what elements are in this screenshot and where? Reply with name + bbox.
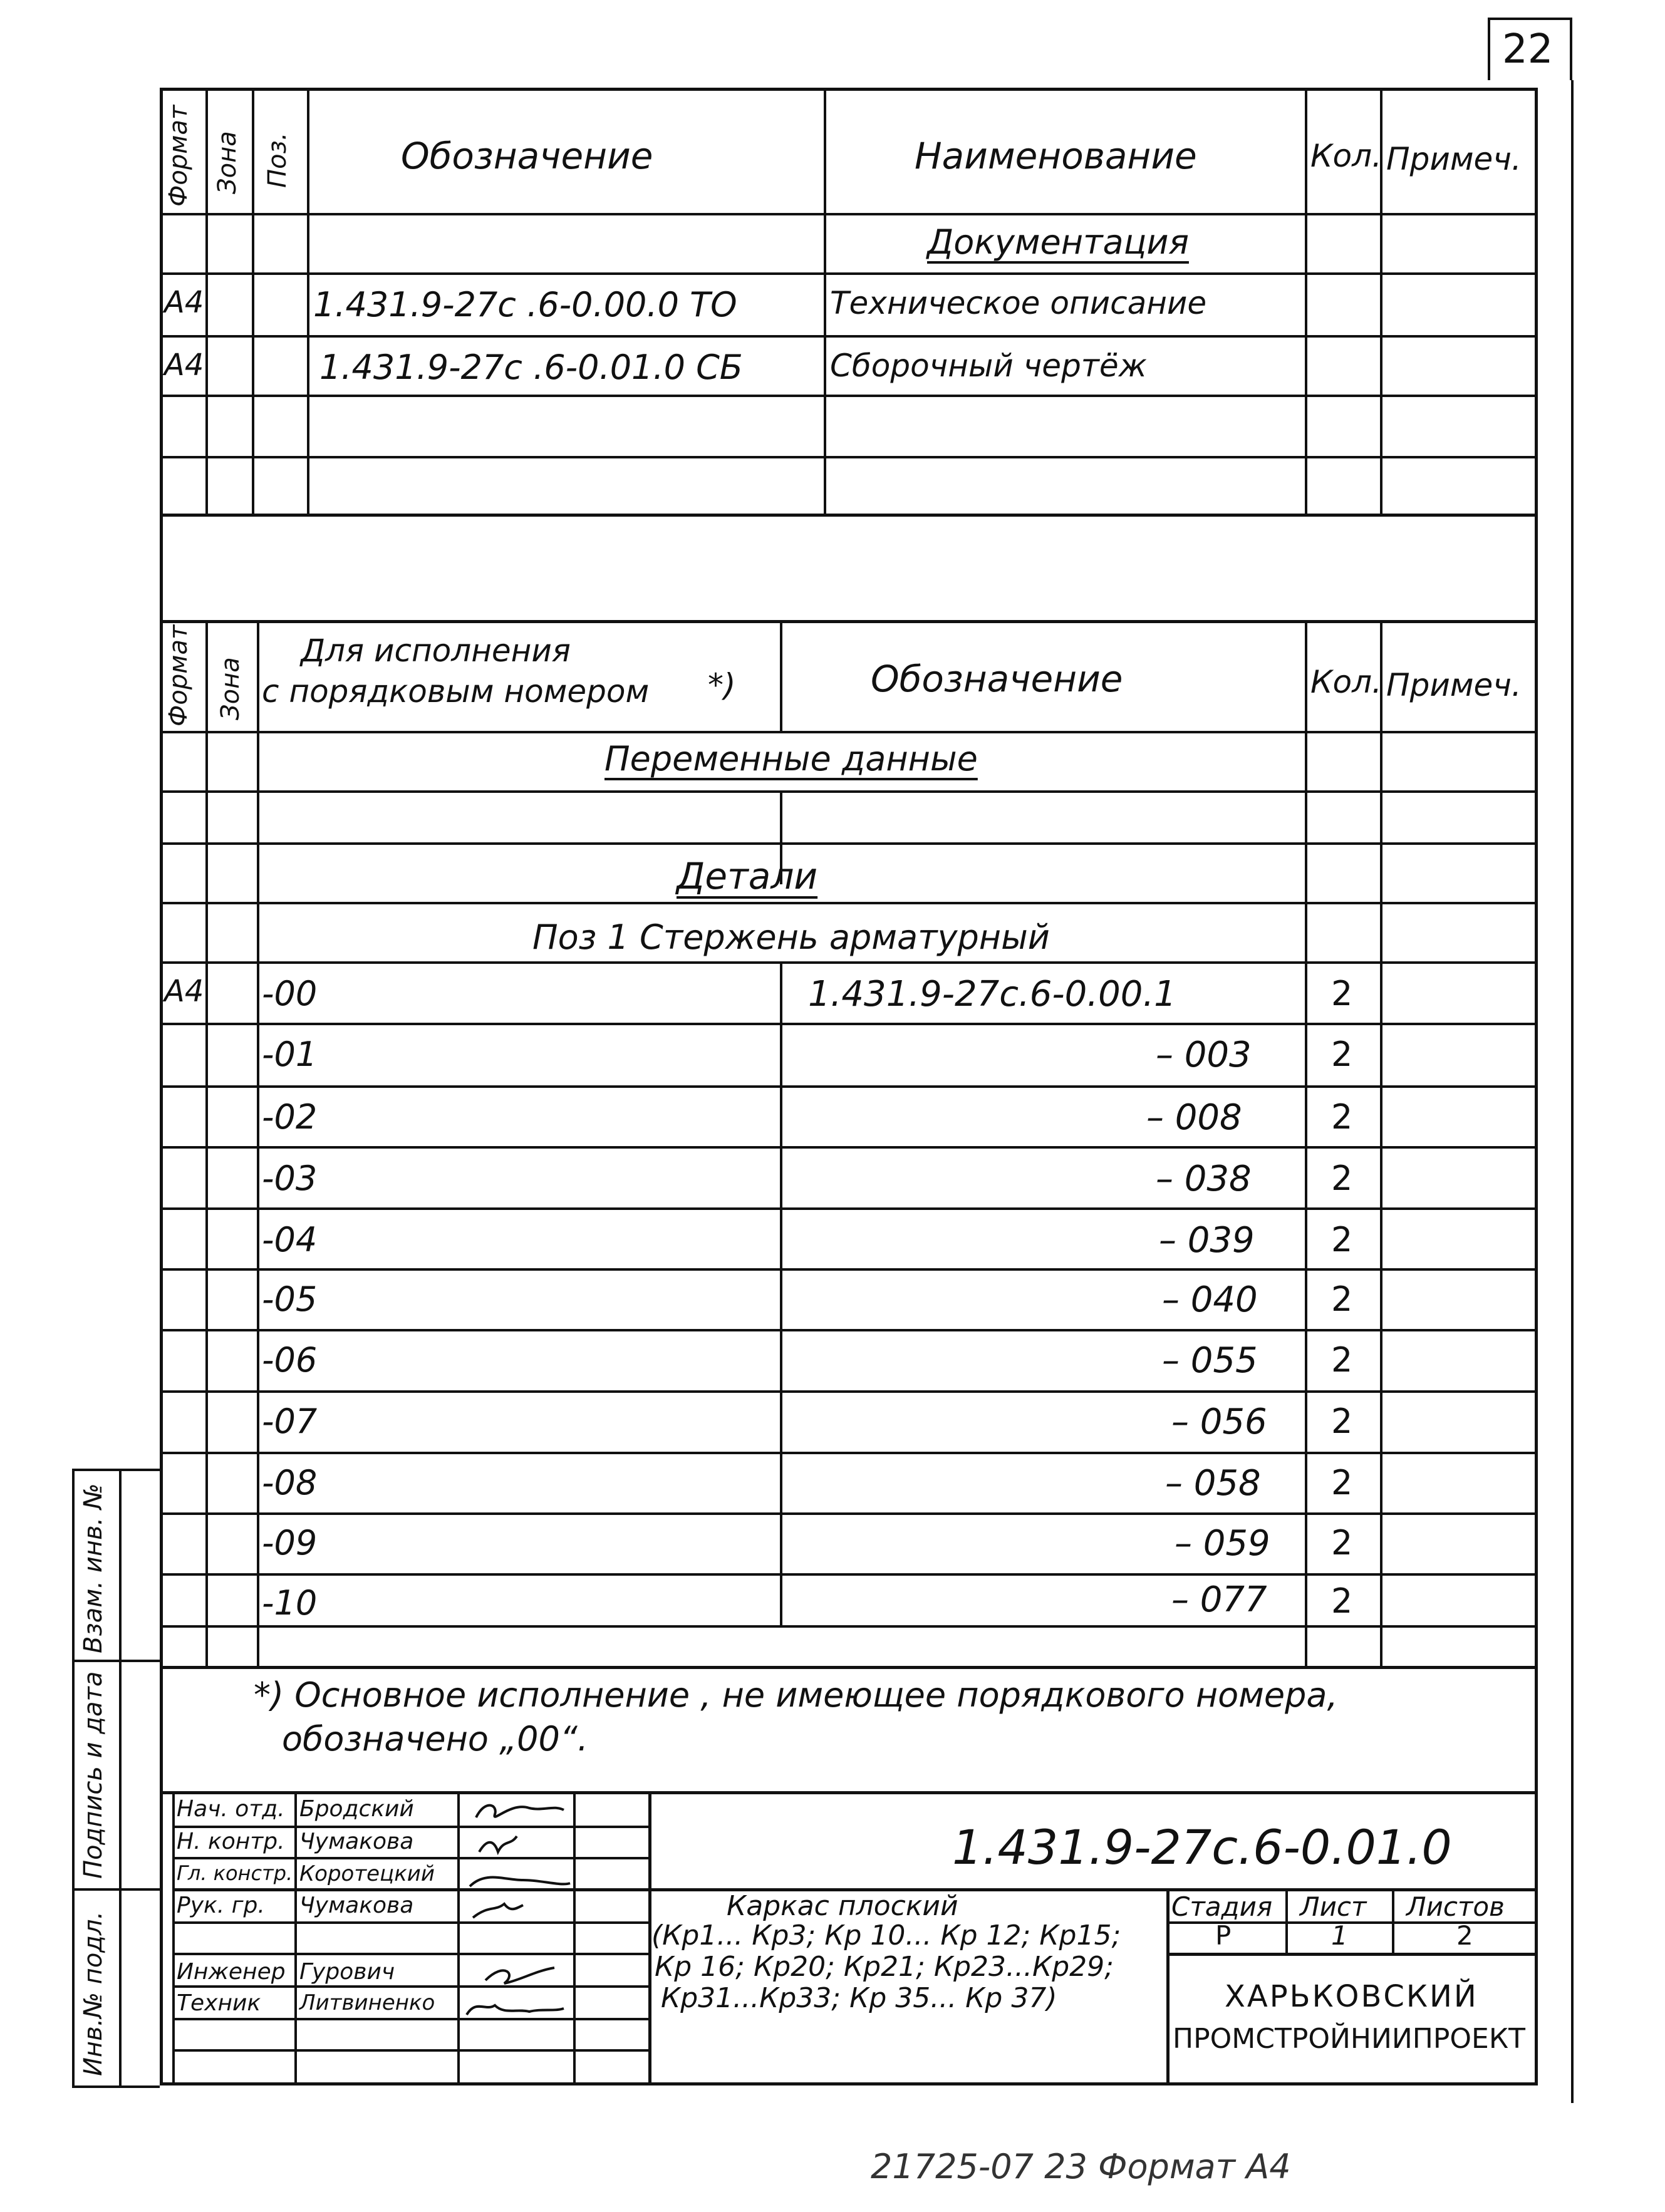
variant-designation: – 077 bbox=[1171, 1579, 1267, 1620]
vheader-zone: Зона bbox=[216, 657, 245, 720]
variant-qty: 2 bbox=[1331, 1097, 1353, 1137]
vheader-variant-line1: Для исполнения bbox=[301, 633, 571, 669]
vheader-variant-line2: с порядковым номером bbox=[262, 673, 650, 710]
variant-designation: – 058 bbox=[1165, 1463, 1261, 1504]
section-documentation: Документация bbox=[927, 222, 1189, 262]
right-margin-line bbox=[1571, 80, 1574, 2103]
variant-qty: 2 bbox=[1331, 1159, 1353, 1198]
role-name: Бродский bbox=[299, 1796, 414, 1822]
role-name: Литвиненко bbox=[299, 1990, 435, 2015]
variant-number: -08 bbox=[262, 1463, 318, 1502]
variant-designation: – 059 bbox=[1175, 1523, 1270, 1564]
variant-designation: – 008 bbox=[1146, 1097, 1242, 1138]
variant-qty: 2 bbox=[1331, 1463, 1353, 1502]
header-name: Наименование bbox=[915, 135, 1197, 177]
inv-subst-label: Взам. инв. № bbox=[79, 1483, 108, 1653]
spec-row-name: Сборочный чертёж bbox=[830, 348, 1147, 384]
variant-qty: 2 bbox=[1331, 974, 1353, 1013]
spec-row-format: А4 bbox=[164, 348, 204, 383]
variant-designation: – 040 bbox=[1162, 1279, 1258, 1320]
vheader-note: Примеч. bbox=[1386, 667, 1522, 703]
item-name: Каркас плоский bbox=[727, 1890, 958, 1922]
variant-qty: 2 bbox=[1331, 1340, 1353, 1380]
vheader-format: Формат bbox=[164, 624, 193, 726]
variant-qty: 2 bbox=[1331, 1279, 1353, 1319]
role-label: Техник bbox=[177, 1990, 261, 2016]
sign-date-label: Подпись и дата bbox=[79, 1671, 108, 1879]
document-code: 1.431.9-27с.6-0.01.0 bbox=[952, 1819, 1452, 1875]
role-label: Гл. констр. bbox=[177, 1861, 293, 1885]
variant-number: -01 bbox=[262, 1035, 318, 1074]
variant-designation: – 038 bbox=[1156, 1159, 1252, 1199]
spec-row-format: А4 bbox=[164, 285, 204, 320]
sheet-value: 1 bbox=[1331, 1920, 1348, 1951]
role-label: Рук. гр. bbox=[177, 1893, 265, 1918]
pos-line: Поз 1 Стержень арматурный bbox=[532, 917, 1050, 957]
header-qty: Кол. bbox=[1310, 138, 1382, 174]
bottom-note: 21725-07 23 Формат А4 bbox=[871, 2147, 1291, 2186]
item-desc-line: Кр31...Кр33; Кр 35... Кр 37) bbox=[661, 1982, 1057, 2014]
sheet-label: Лист bbox=[1300, 1891, 1367, 1922]
variant-designation: 1.431.9-27с.6-0.00.1 bbox=[808, 974, 1176, 1015]
variant-designation: – 056 bbox=[1171, 1402, 1267, 1442]
variant-number: -06 bbox=[262, 1340, 318, 1380]
parts-title: Детали bbox=[677, 855, 818, 897]
header-note: Примеч. bbox=[1386, 141, 1522, 177]
org-line2: ПРОМСТРОЙНИИПРОЕКТ bbox=[1173, 2023, 1525, 2055]
variant-qty: 2 bbox=[1331, 1402, 1353, 1441]
variant-qty: 2 bbox=[1331, 1523, 1353, 1563]
stage-label: Стадия bbox=[1171, 1891, 1273, 1922]
vheader-designation: Обозначение bbox=[871, 658, 1123, 700]
role-name: Чумакова bbox=[299, 1829, 414, 1854]
spec-row-name: Техническое описание bbox=[830, 285, 1207, 321]
vheader-qty: Кол. bbox=[1310, 664, 1382, 700]
variant-number: -04 bbox=[262, 1220, 318, 1259]
sheets-value: 2 bbox=[1456, 1920, 1473, 1951]
header-format: Формат bbox=[164, 105, 193, 207]
variant-number: -00 bbox=[262, 974, 318, 1013]
variant-number: -10 bbox=[262, 1583, 318, 1623]
org-line1: ХАРЬКОВСКИЙ bbox=[1225, 1979, 1478, 2014]
page-number: 22 bbox=[1502, 26, 1553, 73]
item-desc-line: (Кр1... Кр3; Кр 10... Кр 12; Кр15; bbox=[651, 1920, 1121, 1951]
role-label: Инженер bbox=[177, 1959, 286, 1985]
vheader-variant-mark: *) bbox=[708, 667, 736, 703]
spec-row-designation: 1.431.9-27с .6-0.00.0 ТО bbox=[313, 285, 737, 324]
variant-designation: – 003 bbox=[1156, 1035, 1252, 1075]
variant-number: -05 bbox=[262, 1279, 318, 1319]
role-name: Гурович bbox=[299, 1959, 395, 1985]
variant-number: -09 bbox=[262, 1523, 318, 1563]
variant-qty: 2 bbox=[1331, 1581, 1353, 1621]
variant-qty: 2 bbox=[1331, 1220, 1353, 1259]
header-designation: Обозначение bbox=[401, 135, 653, 177]
role-label: Н. контр. bbox=[177, 1829, 285, 1854]
role-name: Коротецкий bbox=[299, 1861, 435, 1886]
sheets-label: Листов bbox=[1406, 1891, 1505, 1922]
inv-orig-label: Инв.№ подл. bbox=[79, 1911, 108, 2076]
variable-data-title: Переменные данные bbox=[604, 739, 978, 778]
role-label: Нач. отд. bbox=[177, 1796, 285, 1822]
header-zone: Зона bbox=[213, 131, 242, 194]
spec-row-designation: 1.431.9-27с .6-0.01.0 СБ bbox=[319, 348, 743, 387]
variant-designation: – 055 bbox=[1162, 1340, 1258, 1381]
variant-number: -07 bbox=[262, 1402, 318, 1441]
role-name: Чумакова bbox=[299, 1893, 414, 1918]
variant-format: А4 bbox=[164, 974, 204, 1009]
item-desc-line: Кр 16; Кр20; Кр21; Кр23...Кр29; bbox=[655, 1951, 1114, 1983]
stage-value: Р bbox=[1215, 1920, 1232, 1951]
variant-qty: 2 bbox=[1331, 1035, 1353, 1074]
footnote-line2: обозначено „00“. bbox=[282, 1719, 588, 1759]
variant-number: -03 bbox=[262, 1159, 318, 1198]
variant-designation: – 039 bbox=[1159, 1220, 1255, 1261]
header-pos: Поз. bbox=[263, 132, 292, 188]
signature-mark bbox=[460, 1792, 573, 2048]
variant-number: -02 bbox=[262, 1097, 318, 1137]
footnote-line1: *) Основное исполнение , не имеющее порядкового номера, bbox=[254, 1675, 1338, 1715]
